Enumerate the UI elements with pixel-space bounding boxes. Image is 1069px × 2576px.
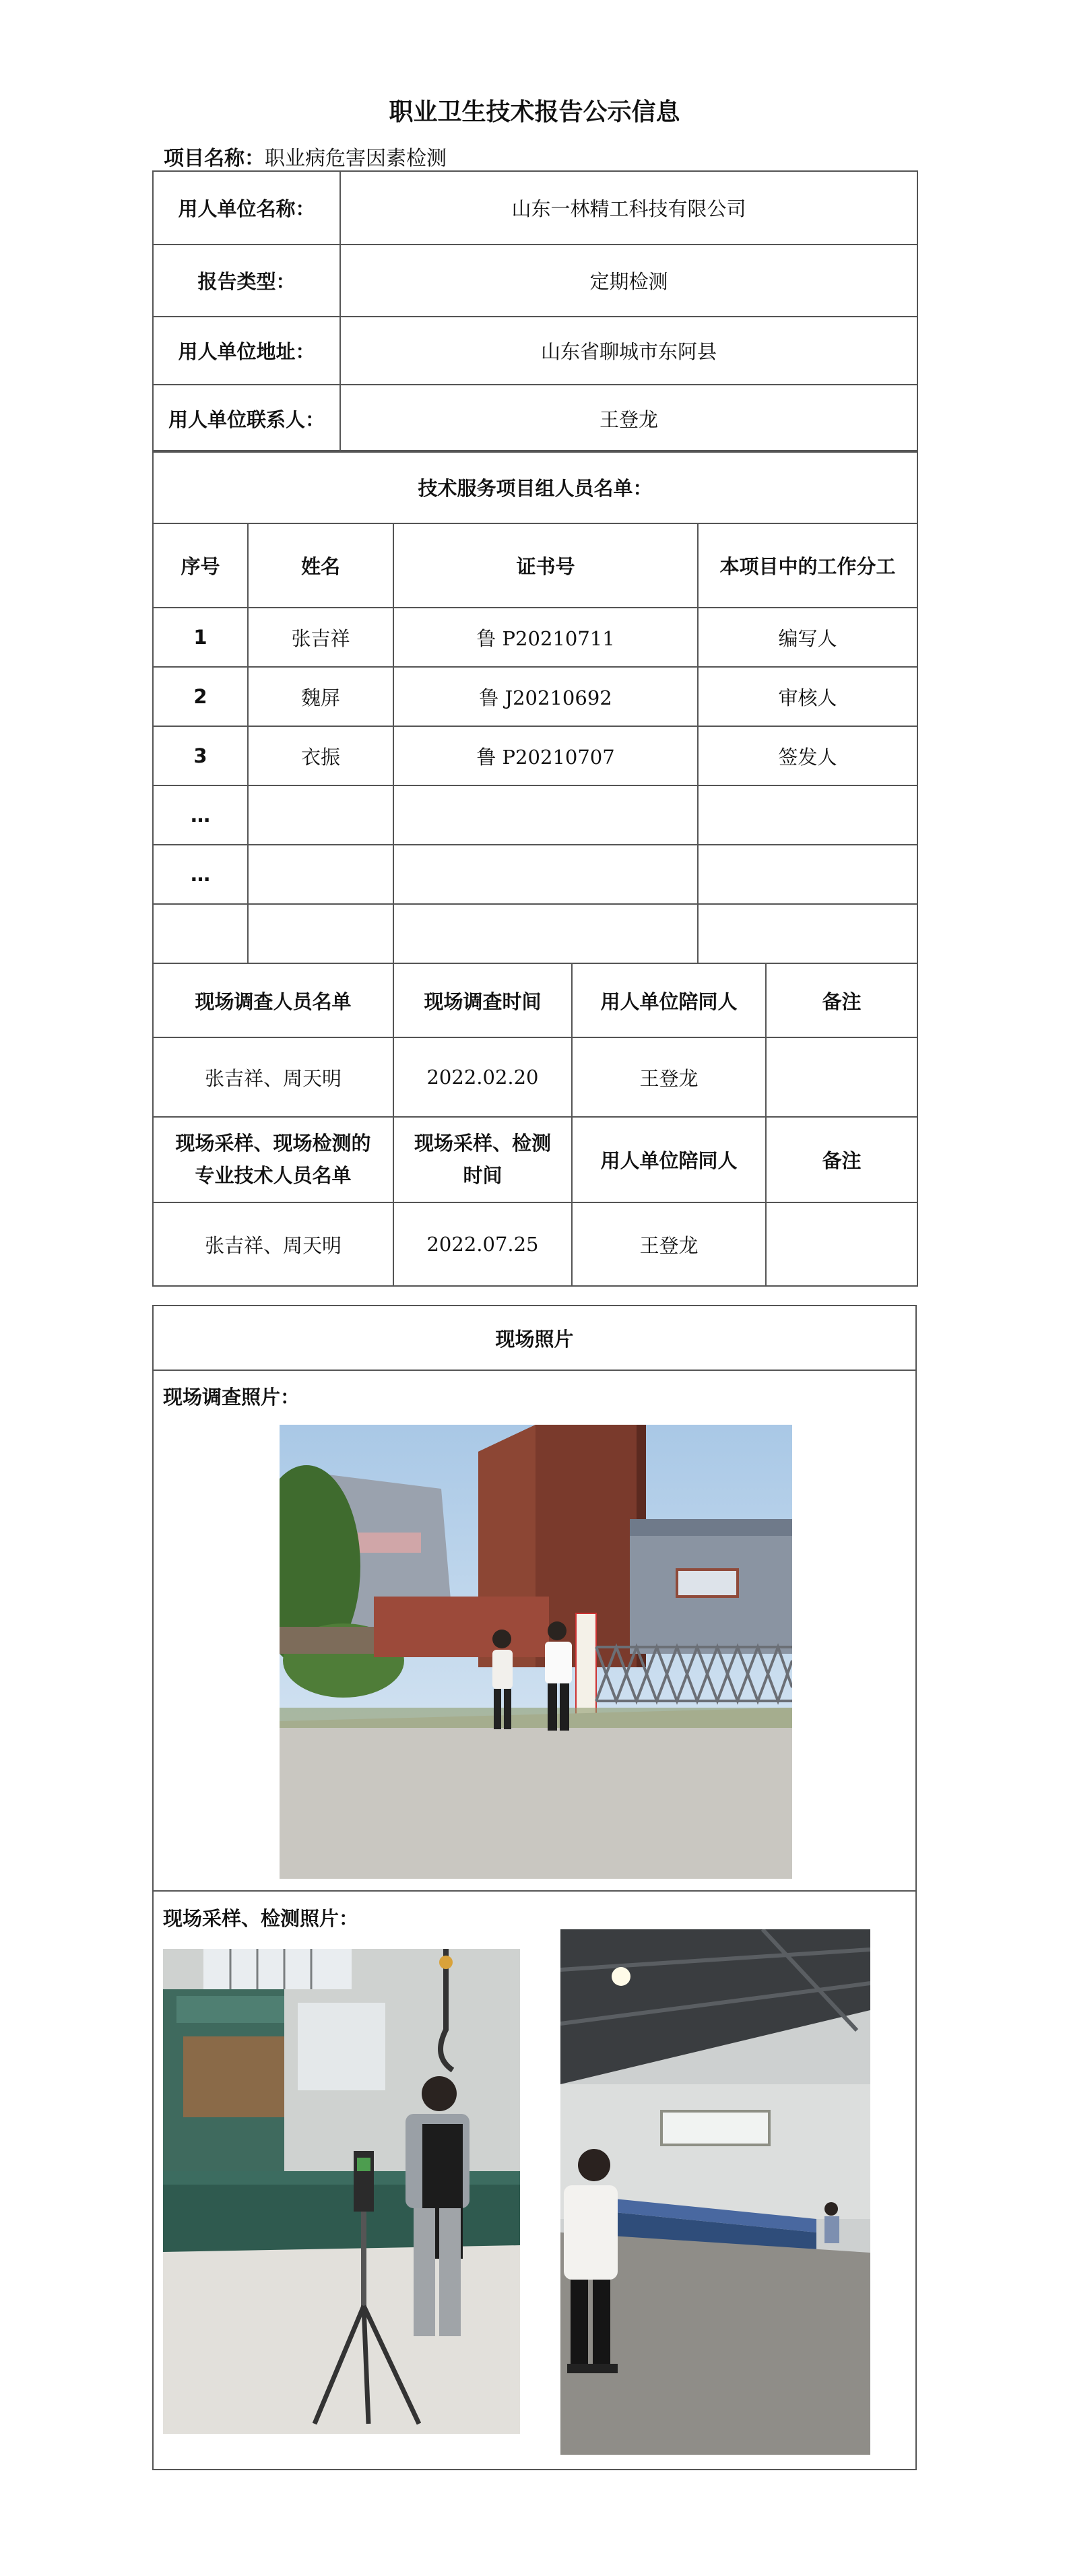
survey-note <box>766 1037 917 1117</box>
member-name: 魏屏 <box>248 667 393 726</box>
project-name-label: 项目名称： <box>164 147 265 170</box>
member-no: … <box>153 785 248 845</box>
empty-cell <box>698 904 917 963</box>
sampling-photo-machine <box>163 1949 520 2434</box>
empty-cell <box>393 785 698 845</box>
member-cert: 鲁 P20210707 <box>393 726 698 785</box>
member-name: 张吉祥 <box>248 608 393 667</box>
member-no: … <box>153 845 248 904</box>
team-table <box>152 450 918 964</box>
member-cert: 鲁 J20210692 <box>393 667 698 726</box>
survey-date: 2022.02.20 <box>393 1037 572 1117</box>
survey-escort: 王登龙 <box>572 1037 766 1117</box>
unit-contact-label: 用人单位联系人： <box>153 385 340 452</box>
empty-cell <box>248 845 393 904</box>
team-header-name: 姓名 <box>248 523 393 608</box>
survey-header-staff: 现场调查人员名单 <box>153 963 393 1037</box>
table-row <box>153 608 917 667</box>
member-no: 2 <box>153 667 248 726</box>
sampling-header-time-line2: 时间 <box>463 1163 503 1187</box>
photo-section-title: 现场照片 <box>154 1306 915 1371</box>
sampling-header-escort: 用人单位陪同人 <box>572 1117 766 1202</box>
report-type-label: 报告类型： <box>153 245 340 317</box>
survey-staff: 张吉祥、周天明 <box>153 1037 393 1117</box>
member-role: 编写人 <box>698 608 917 667</box>
sampling-header-time <box>393 1117 572 1202</box>
page-title: 职业卫生技术报告公示信息 <box>389 98 680 126</box>
table-row <box>153 726 917 785</box>
empty-cell <box>698 845 917 904</box>
team-header-no: 序号 <box>153 523 248 608</box>
empty-cell <box>248 904 393 963</box>
member-no: 3 <box>153 726 248 785</box>
sampling-photo-workshop <box>560 1929 870 2455</box>
empty-cell <box>248 785 393 845</box>
unit-address-value: 山东省聊城市东阿县 <box>340 317 917 385</box>
sampling-escort: 王登龙 <box>572 1202 766 1286</box>
sampling-date: 2022.07.25 <box>393 1202 572 1286</box>
team-title: 技术服务项目组人员名单： <box>153 451 917 523</box>
photo-divider <box>154 1890 915 1892</box>
empty-cell <box>393 904 698 963</box>
sampling-staff: 张吉祥、周天明 <box>153 1202 393 1286</box>
table-row <box>153 667 917 726</box>
unit-name-label: 用人单位名称： <box>153 171 340 245</box>
workshop-measurement-image <box>560 1929 870 2455</box>
empty-cell <box>393 845 698 904</box>
sampling-note <box>766 1202 917 1286</box>
survey-table <box>152 963 918 1287</box>
survey-photo-label: 现场调查照片： <box>163 1386 300 1409</box>
team-header-cert: 证书号 <box>393 523 698 608</box>
unit-address-label: 用人单位地址： <box>153 317 340 385</box>
survey-photo-factory-gate <box>280 1425 792 1879</box>
project-name-value: 职业病危害因素检测 <box>265 147 447 170</box>
survey-header-escort: 用人单位陪同人 <box>572 963 766 1037</box>
member-name: 衣振 <box>248 726 393 785</box>
sampling-header-staff-line1: 现场采样、现场检测的 <box>175 1131 371 1155</box>
unit-info-table <box>152 170 918 453</box>
team-header-role: 本项目中的工作分工 <box>698 523 917 608</box>
report-type-value: 定期检测 <box>340 245 917 317</box>
survey-header-time: 现场调查时间 <box>393 963 572 1037</box>
photo-section <box>152 1305 917 2470</box>
machine-measurement-image <box>163 1949 520 2434</box>
table-row <box>153 785 917 845</box>
member-role: 签发人 <box>698 726 917 785</box>
sampling-header-staff <box>153 1117 393 1202</box>
member-role: 审核人 <box>698 667 917 726</box>
table-row <box>153 845 917 904</box>
sampling-header-staff-line2: 专业技术人员名单 <box>195 1163 352 1187</box>
sampling-header-time-line1: 现场采样、检测 <box>414 1131 551 1155</box>
sampling-header-note: 备注 <box>766 1117 917 1202</box>
empty-cell <box>153 904 248 963</box>
member-cert: 鲁 P20210711 <box>393 608 698 667</box>
project-name-line <box>164 141 447 171</box>
survey-header-note: 备注 <box>766 963 917 1037</box>
table-row <box>153 904 917 963</box>
member-no: 1 <box>153 608 248 667</box>
empty-cell <box>698 785 917 845</box>
unit-name-value: 山东一林精工科技有限公司 <box>340 171 917 245</box>
factory-gate-image <box>280 1425 792 1879</box>
sampling-photo-label: 现场采样、检测照片： <box>163 1907 359 1930</box>
unit-contact-value: 王登龙 <box>340 385 917 452</box>
